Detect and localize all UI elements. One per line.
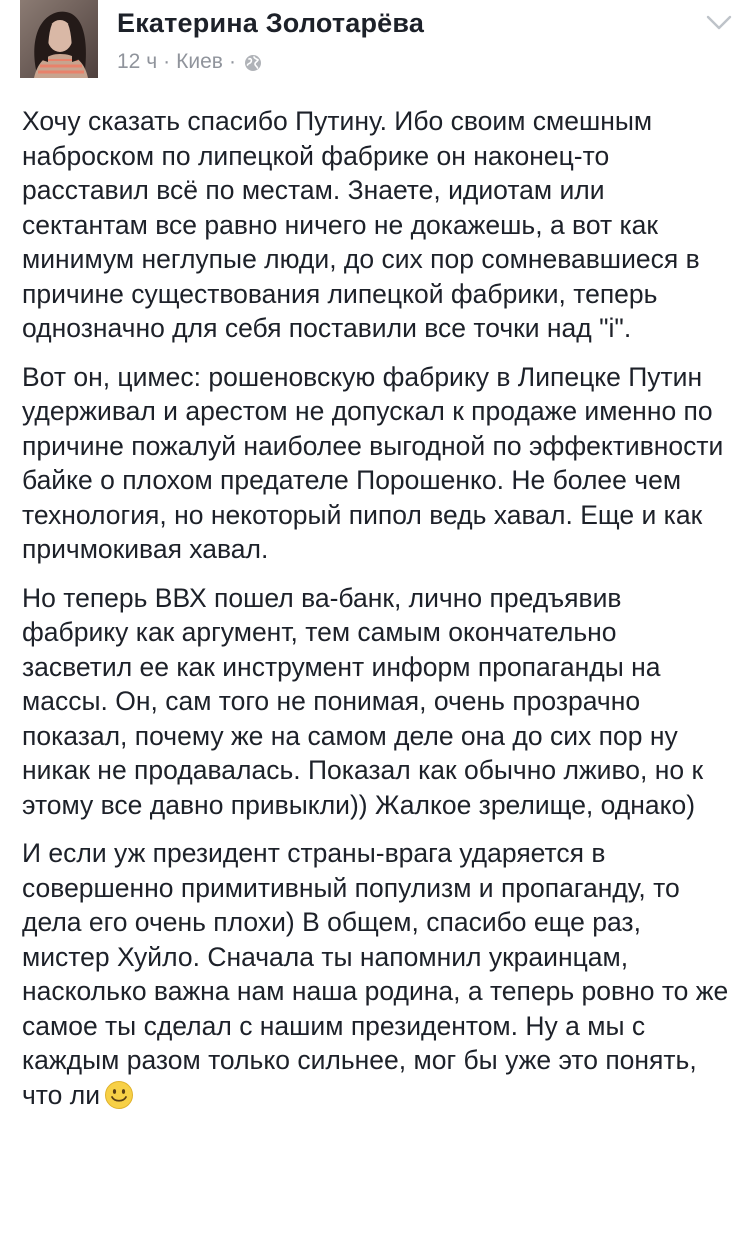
avatar-photo xyxy=(20,0,98,78)
post-paragraph-4 xyxy=(22,836,734,1112)
post-meta xyxy=(117,50,262,74)
post-time[interactable]: 12 ч xyxy=(117,50,158,73)
post-paragraph-1: Хочу сказать спасибо Путину. Ибо своим смешным наброском по липецкой фабрике он наконец-то расставил всё по местам. Знаете, идиотам или сектантам все равно ничего не докажешь, а вот как минимум неглупые люди, до сих пор сомневавшиеся в причине существования липецкой фабрики, теперь однозначно для себя поставили все точки над "і". xyxy=(22,106,700,343)
post-header xyxy=(20,0,732,80)
smile-emoji xyxy=(104,1080,134,1110)
globe-icon xyxy=(244,54,262,72)
chevron-down-icon[interactable] xyxy=(706,14,732,32)
author-name[interactable]: Екатерина Золотарёва xyxy=(117,8,425,38)
post-body xyxy=(22,104,734,1126)
post-paragraph-3: Но теперь ВВХ пошел ва-банк, лично предъявив фабрику как аргумент, тем самым окончательно засветил ее как инструмент информ пропаганды на массы. Он, сам того не понимая, очень прозрачно показал, почему же на самом деле она до сих пор ну никак не продавалась. Показал как обычно лживо, но к этому все давно привыкли)) Жалкое зрелище, однако) xyxy=(22,582,704,820)
meta-separator: · xyxy=(163,50,171,73)
meta-separator-2: · xyxy=(228,50,236,73)
avatar[interactable] xyxy=(20,0,98,78)
post-location[interactable]: Киев xyxy=(176,50,223,73)
post-paragraph-2: Вот он, цимес: рошеновскую фабрику в Липецке Путин удерживал и арестом не допускал к продаже именно по причине пожалуй наиболее выгодной по эффективности байке о плохом предателе Порошенко. Не более чем технология, но некоторый пипол ведь хавал. Еще и как причмокивая хавал. xyxy=(22,361,724,564)
post-paragraph-4-text: И если уж президент страны-врага ударяется в совершенно примитивный популизм и пропаганду, то дела его очень плохи) В общем, спасибо еще раз, мистер Хуйло. Сначала ты напомнил украинцам, насколько важна нам наша родина, а теперь ровно то же самое ты сделал с нашим президентом. Ну а мы с каждым разом только сильнее, мог бы уже это понять, что ли xyxy=(22,838,729,1110)
